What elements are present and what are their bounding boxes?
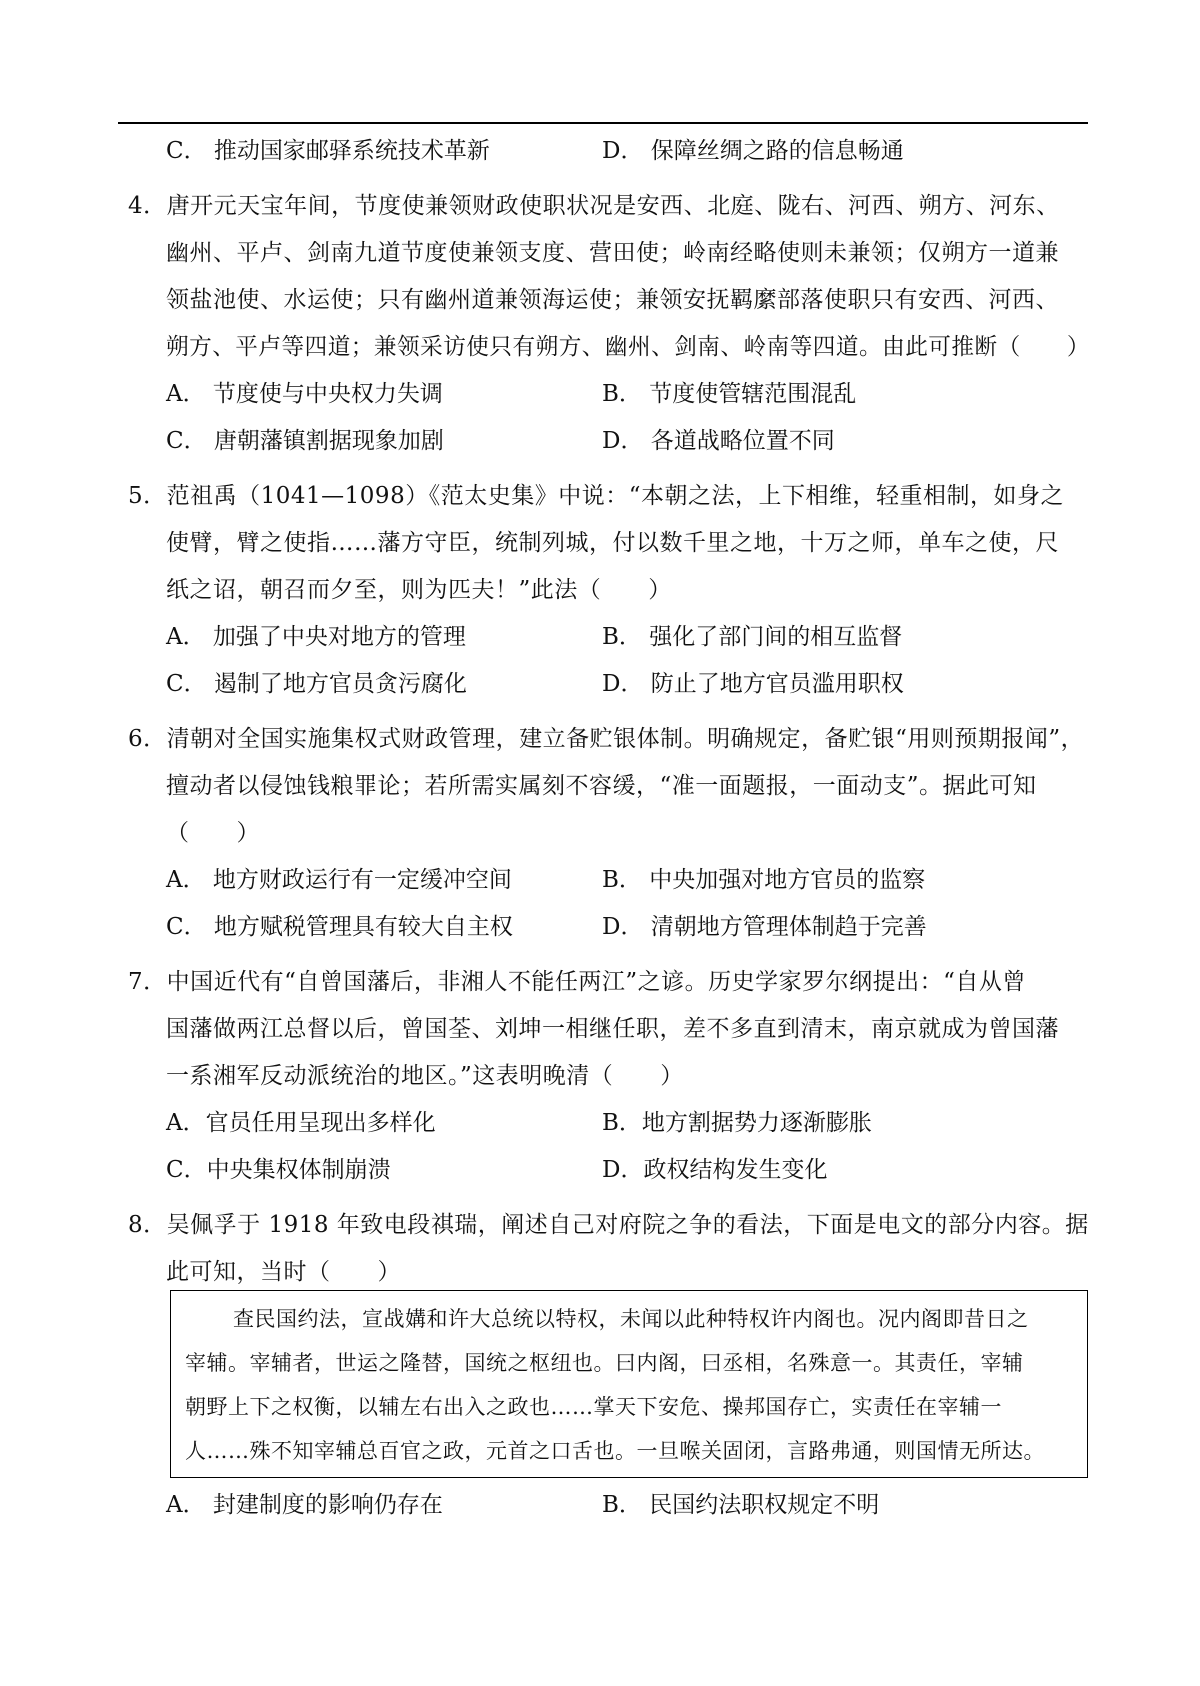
q8-stem-line: 8．吴佩孚于 1918 年致电段祺瑞，阐述自己对府院之争的看法，下面是电文的部分内容。据: [128, 1212, 1089, 1238]
q7-stem-line: 7．中国近代有“自曾国藩后，非湘人不能任两江”之谚。历史学家罗尔纲提出：“自从曾: [128, 969, 1026, 995]
excerpt-line: 人……殊不知宰辅总百官之政，元首之口舌也。一旦喉关固闭，言路弗通，则国情无所达。: [185, 1439, 1045, 1463]
q3-option-c: C． 推动国家邮驿系统技术革新: [166, 138, 490, 164]
q5-option-a: A． 加强了中央对地方的管理: [166, 624, 466, 650]
header-rule: [118, 122, 1088, 124]
q5-stem-line: 使臂，臂之使指……藩方守臣，统制列城，付以数千里之地，十万之师，单车之使，尺: [166, 530, 1059, 556]
q4-stem-line: 领盐池使、水运使；只有幽州道兼领海运使；兼领安抚羁縻部落使职只有安西、河西、: [166, 287, 1059, 313]
q5-stem-line: 纸之诏，朝召而夕至，则为匹夫！”此法（ ）: [166, 577, 672, 603]
q4-stem-line: 朔方、平卢等四道；兼领采访使只有朔方、幽州、剑南、岭南等四道。由此可推断（ ）: [166, 334, 1090, 360]
q8-option-b: B． 民国约法职权规定不明: [602, 1492, 880, 1518]
q3-option-d: D． 保障丝绸之路的信息畅通: [602, 138, 904, 164]
excerpt-line: 宰辅。宰辅者，世运之隆替，国统之枢纽也。曰内阁，曰丞相，名殊意一。其责任，宰辅: [185, 1351, 1024, 1375]
excerpt-line: 查民国约法，宣战媾和许大总统以特权，未闻以此种特权许内阁也。况内阁即昔日之: [233, 1307, 1029, 1331]
q4-stem-line: 幽州、平卢、剑南九道节度使兼领支度、营田使；岭南经略使则未兼领；仅朔方一道兼: [166, 240, 1059, 266]
q7-stem-line: 一系湘军反动派统治的地区。”这表明晚清（ ）: [166, 1063, 684, 1089]
q6-option-d: D． 清朝地方管理体制趋于完善: [602, 914, 927, 940]
q5-option-b: B． 强化了部门间的相互监督: [602, 624, 903, 650]
telegram-excerpt-box: [170, 1290, 1088, 1478]
q5-option-c: C． 遏制了地方官员贪污腐化: [166, 671, 467, 697]
q5-option-d: D． 防止了地方官员滥用职权: [602, 671, 904, 697]
q4-option-a: A． 节度使与中央权力失调: [166, 381, 443, 407]
q6-option-c: C． 地方赋税管理具有较大自主权: [166, 914, 513, 940]
q4-option-d: D． 各道战略位置不同: [602, 428, 835, 454]
q4-stem-line: 4．唐开元天宝年间，节度使兼领财政使职状况是安西、北庭、陇右、河西、朔方、河东、: [128, 193, 1060, 219]
q7-option-c: C．中央集权体制崩溃: [166, 1157, 391, 1183]
q5-stem-line: 5．范祖禹（1041—1098）《范太史集》中说：“本朝之法，上下相维，轻重相制，如身之: [128, 483, 1064, 509]
q7-stem-line: 国藩做两江总督以后，曾国荃、刘坤一相继任职，差不多直到清末，南京就成为曾国藩: [166, 1016, 1059, 1042]
q7-option-a: A．官员任用呈现出多样化: [166, 1110, 436, 1136]
q8-option-a: A． 封建制度的影响仍存在: [166, 1492, 443, 1518]
q7-option-d: D．政权结构发生变化: [602, 1157, 828, 1183]
q6-stem-line: （ ）: [166, 820, 260, 846]
q4-option-c: C． 唐朝藩镇割据现象加剧: [166, 428, 444, 454]
q6-option-b: B． 中央加强对地方官员的监察: [602, 867, 926, 893]
excerpt-line: 朝野上下之权衡，以辅左右出入之政也……掌天下安危、操邦国存亡，实责任在宰辅一: [185, 1395, 1002, 1419]
q4-option-b: B． 节度使管辖范围混乱: [602, 381, 857, 407]
q6-stem-line: 擅动者以侵蚀钱粮罪论；若所需实属刻不容缓，“准一面题报，一面动支”。据此可知: [166, 773, 1037, 799]
q6-option-a: A． 地方财政运行有一定缓冲空间: [166, 867, 512, 893]
q6-stem-line: 6．清朝对全国实施集权式财政管理，建立备贮银体制。明确规定，备贮银“用则预期报闻”，: [128, 726, 1085, 752]
q8-stem-line: 此可知，当时（ ）: [166, 1259, 401, 1285]
q7-option-b: B．地方割据势力逐渐膨胀: [602, 1110, 872, 1136]
